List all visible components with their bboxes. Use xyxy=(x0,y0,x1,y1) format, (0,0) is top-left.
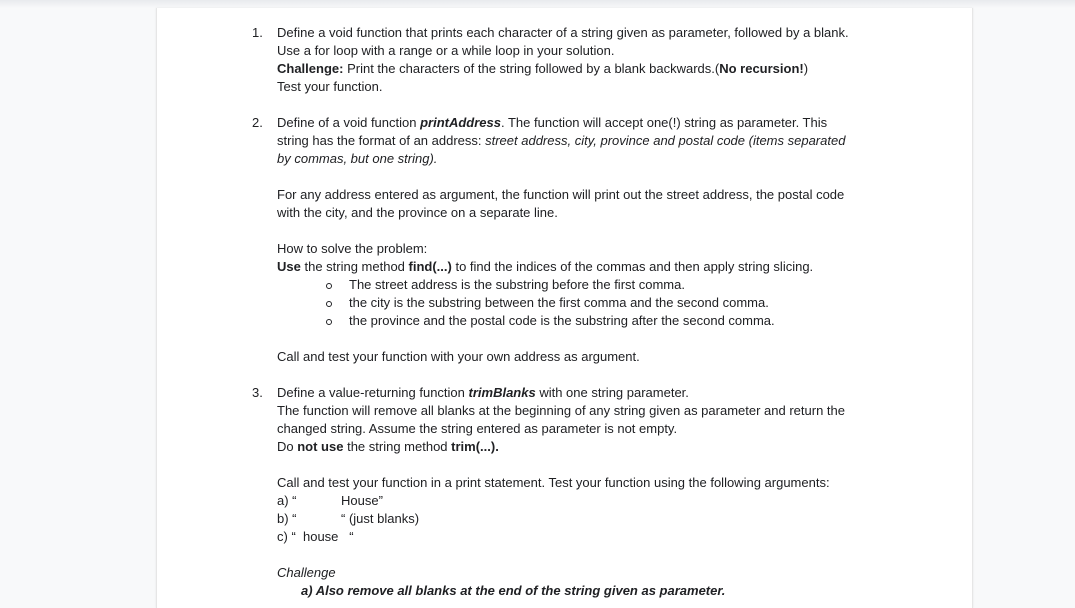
list-item: the province and the postal code is the substring after the second comma. xyxy=(349,313,775,328)
text: Do xyxy=(277,439,298,454)
circle-bullet-icon xyxy=(326,319,332,325)
method-name: find(...) xyxy=(408,259,452,274)
argument-label: b) “ xyxy=(277,511,297,526)
challenge-item: a) Also remove all blanks at the end of the string given as parameter. xyxy=(301,583,726,598)
paragraph-line: Call and test your function in a print statement. Test your function using the following arguments: xyxy=(277,475,830,490)
paragraph-line: changed string. Assume the string entered as parameter is not empty. xyxy=(277,421,678,436)
list-item: The street address is the substring before the first comma. xyxy=(349,277,685,292)
argument-text: “ (just blanks) xyxy=(341,511,420,526)
text: . The function will accept one(!) string as parameter. This xyxy=(501,115,828,130)
paragraph-line: For any address entered as argument, the function will print out the street address, the postal code xyxy=(277,187,845,202)
bold-text: not use xyxy=(297,439,344,454)
item-number: 3. xyxy=(252,385,263,400)
italic-text: street address, city, province and postal code (items separated xyxy=(485,133,846,148)
paragraph-line: Use a for loop with a range or a while loop in your solution. xyxy=(277,43,615,58)
text: the string method xyxy=(343,439,452,454)
paragraph-line: by commas, but one string). xyxy=(277,151,438,166)
paragraph-line: Test your function. xyxy=(277,79,383,94)
circle-bullet-icon xyxy=(326,301,332,307)
document-page[interactable] xyxy=(156,8,973,608)
bold-text: Use xyxy=(277,259,301,274)
paragraph-line xyxy=(277,114,827,132)
paragraph-line: with the city, and the province on a separate line. xyxy=(277,205,558,220)
text: Define a value-returning function xyxy=(277,385,469,400)
argument-label: a) “ xyxy=(277,493,297,508)
text: with one string parameter. xyxy=(535,385,689,400)
paragraph-line: How to solve the problem: xyxy=(277,241,428,256)
challenge-text: Print the characters of the string followed by a blank backwards.( xyxy=(343,61,720,76)
argument-label: c) “ house “ xyxy=(277,529,354,544)
toolbar-shadow xyxy=(0,0,1075,8)
paragraph-line xyxy=(277,132,845,150)
method-name: trim(...). xyxy=(451,439,499,454)
text: string has the format of an address: xyxy=(277,133,486,148)
challenge-line xyxy=(277,60,808,78)
circle-bullet-icon xyxy=(326,283,332,289)
paragraph-line: The function will remove all blanks at the beginning of any string given as parameter and return the xyxy=(277,403,845,418)
paragraph-line: Call and test your function with your own address as argument. xyxy=(277,349,640,364)
item-number: 1. xyxy=(252,25,263,40)
list-item: the city is the substring between the first comma and the second comma. xyxy=(349,295,769,310)
text: to find the indices of the commas and then apply string slicing. xyxy=(451,259,814,274)
argument-text: House” xyxy=(341,493,383,508)
challenge-bold: No recursion! xyxy=(719,61,804,76)
paragraph-line xyxy=(277,258,813,276)
text: Define of a void function xyxy=(277,115,421,130)
function-name: printAddress xyxy=(420,115,501,130)
paragraph-line: Define a void function that prints each character of a string given as parameter, followed by a blank. xyxy=(277,25,849,40)
paragraph-line xyxy=(277,438,499,456)
function-name: trimBlanks xyxy=(468,385,536,400)
challenge-label: Challenge: xyxy=(277,61,344,76)
paragraph-line xyxy=(277,384,689,402)
text: the string method xyxy=(300,259,409,274)
challenge-title: Challenge xyxy=(277,565,336,580)
item-number: 2. xyxy=(252,115,263,130)
challenge-end: ) xyxy=(803,61,809,76)
